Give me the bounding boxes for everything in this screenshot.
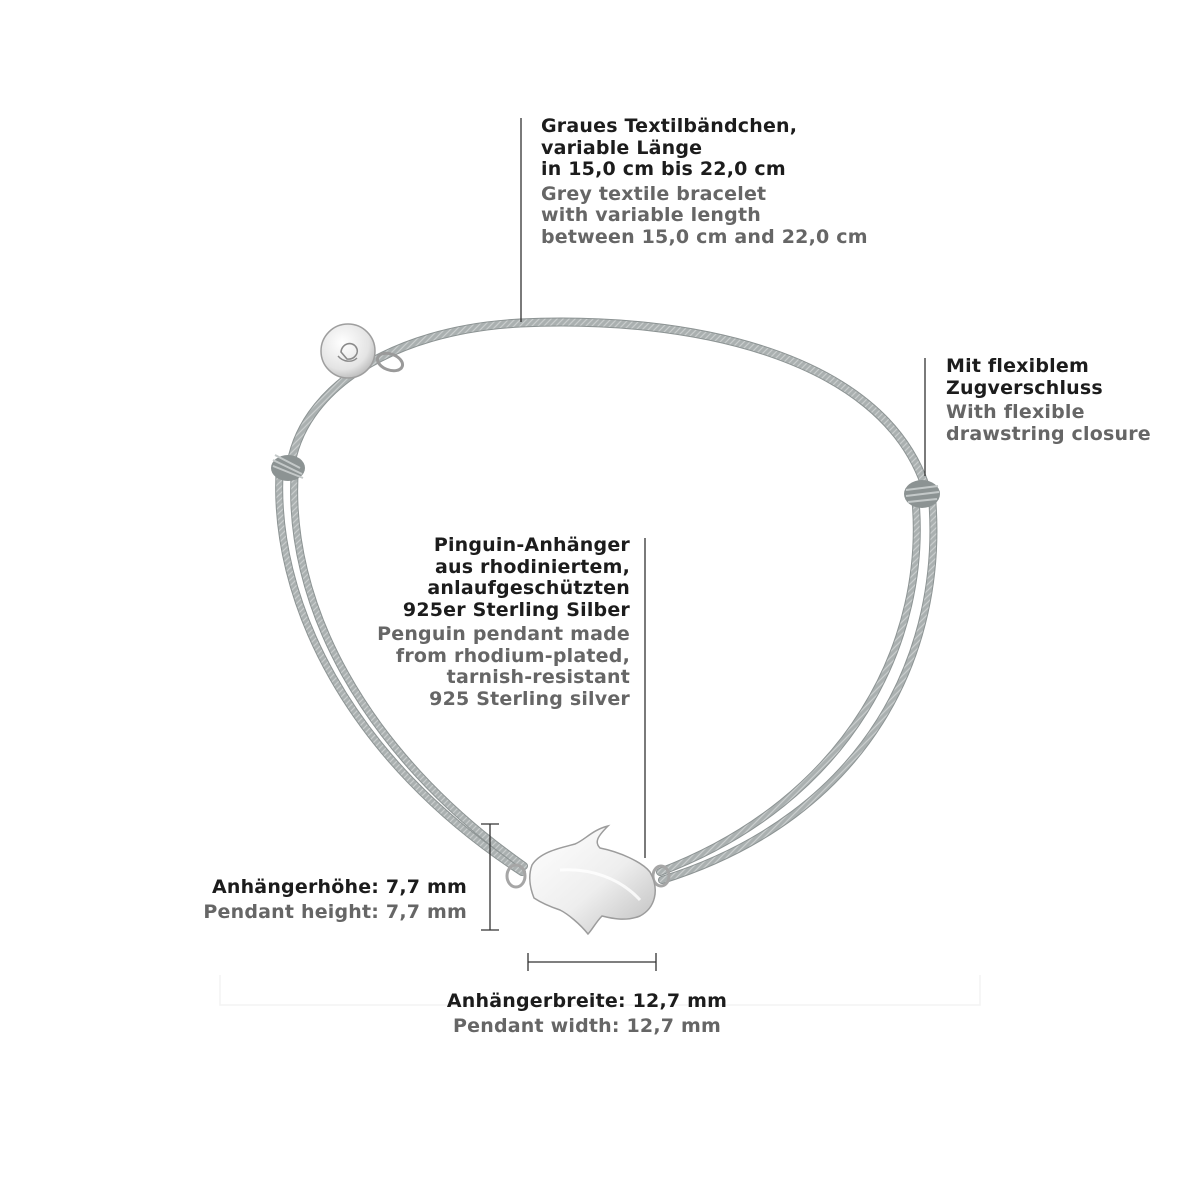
closure-annotation [946,356,1151,445]
cord-label-en: Grey textile bracelet with variable length between 15,0 cm and 22,0 cm [541,182,868,248]
pendant-label-en: Penguin pendant made from rhodium-plated, tarnish-resistant 925 Sterling silver [377,623,630,710]
right-knot [904,480,940,508]
cord-label-de: Graues Textilbändchen, variable Länge in 15,0 cm bis 22,0 cm [541,115,798,180]
closure-label-en: With flexible drawstring closure [946,401,1151,445]
width-annotation [392,991,782,1037]
left-knot [271,455,305,481]
height-annotation [203,877,467,923]
height-label-de: Anhängerhöhe: 7,7 mm [211,876,467,898]
pendant-label-de: Pinguin-Anhänger aus rhodiniertem, anlaufgeschützten 925er Sterling Silber [402,534,630,621]
width-dimension-line [528,953,656,971]
height-label-en: Pendant height: 7,7 mm [203,900,467,923]
cord-loop [290,322,925,485]
width-label-en: Pendant width: 12,7 mm [453,1014,721,1037]
width-label-de: Anhängerbreite: 12,7 mm [446,990,728,1012]
closure-label-de: Mit flexiblem Zugverschluss [946,355,1103,399]
cord-right-strands [660,495,933,880]
pendant-annotation [377,535,630,710]
cord-annotation [541,116,868,248]
